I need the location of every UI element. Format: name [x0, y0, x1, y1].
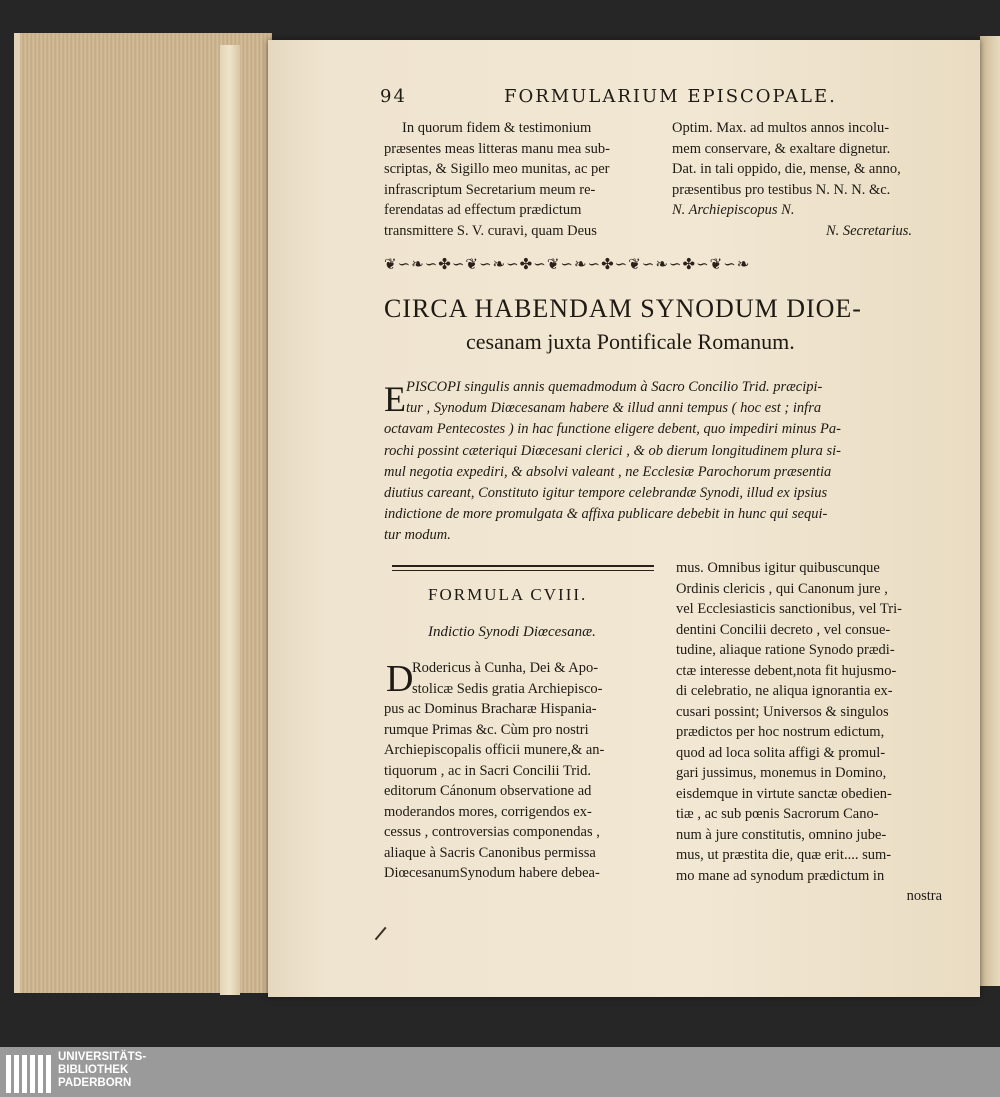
text-line: Archiepiscopalis officii munere,& an-	[384, 742, 605, 758]
text-line: gari jussimus, monemus in Domino,	[676, 765, 887, 781]
running-head-title: FORMULARIUM EPISCOPALE.	[504, 86, 837, 107]
section-title-line1: CIRCA HABENDAM SYNODUM DIOE-	[384, 294, 862, 323]
text-line: In quorum fidem & testimonium	[402, 120, 592, 136]
text-line: præsentibus pro testibus N. N. N. &c.	[672, 181, 891, 198]
text-line: Dat. in tali oppido, die, mense, & anno,	[672, 161, 901, 177]
text-line: indictione de more promulgata & affixa publicare debebit in hunc qui sequi-	[384, 506, 828, 523]
divider-rule	[392, 565, 654, 571]
text-line: di celebratio, ne aliqua ignorantia ex-	[676, 683, 893, 699]
text-line: tiquorum , ac in Sacri Concilii Trid.	[384, 762, 592, 779]
text-line: PISCOPI singulis annis quemadmodum à Sacro Concilio Trid. præcipi-	[406, 379, 823, 395]
text-line: ctæ interesse debent,nota fit hujusmo-	[676, 662, 897, 679]
text-line: transmittere S. V. curavi, quam Deus	[384, 222, 597, 239]
text-line: moderandos mores, corrigendos ex-	[384, 803, 592, 820]
logo-line: PADERBORN	[58, 1077, 132, 1089]
text-line: rumque Primas &c. Cùm pro nostri	[384, 721, 589, 738]
text-line: infrascriptum Secretarium meum re-	[384, 181, 596, 198]
text-line: prædictos per hoc nostrum edictum,	[676, 724, 885, 740]
library-footer-bar	[0, 1047, 1000, 1097]
signature-secretary: N. Secretarius.	[825, 222, 912, 239]
text-line: octavam Pentecostes ) in hac functione eligere debent, quo impediri minus Pa-	[384, 421, 841, 438]
text-line: tur , Synodum Diœcesanam habere & illud anni tempus ( hoc est ; infra	[406, 400, 822, 417]
text-line: rochi possint cæteriqui Diœcesani clerici , & ob dierum longitudinem plura si-	[384, 442, 841, 459]
text-line: mo mane ad synodum prædictum in	[676, 867, 885, 884]
body-right-column	[676, 558, 942, 907]
logo-line: BIBLIOTHEK	[58, 1064, 129, 1076]
body-left-column	[384, 658, 662, 884]
text-line: Ordinis clericis , qui Canonum jure ,	[676, 580, 888, 597]
text-line: editorum Cánonum observatione ad	[384, 783, 592, 799]
body-drop-cap: D	[386, 658, 414, 700]
text-line: quod ad loca solita affigi & promul-	[676, 744, 886, 761]
text-line: diutius careant, Constituto igitur tempore celebrandæ Synodi, illud ex ipsius	[384, 485, 828, 502]
text-line: cusari possint; Universos & singulos	[676, 703, 889, 720]
text-line: DiœcesanumSynodum habere debea-	[384, 865, 600, 881]
text-line: dentini Concilii decreto , vel consue-	[676, 621, 891, 638]
text-line: num à jure constitutis, omnino jube-	[676, 826, 887, 843]
text-line: tur modum.	[384, 527, 451, 544]
text-line: mul negotia expediri, & absolvi valeant , ne Ecclesiæ Parochorum præsentia	[384, 463, 832, 480]
facing-page-edge	[980, 36, 1000, 986]
intro-paragraph	[384, 377, 940, 547]
text-line: Rodericus à Cunha, Dei & Apo-	[412, 660, 599, 676]
text-line: tudine, aliaque ratione Synodo prædi-	[676, 642, 895, 658]
signature-archbishop: N. Archiepiscopus N.	[672, 202, 795, 218]
book-page-edges	[14, 33, 272, 993]
section-title-line2: cesanam juxta Pontificale Romanum.	[466, 329, 795, 354]
text-line: aliaque à Sacris Canonibus permissa	[384, 844, 596, 861]
top-left-column	[384, 118, 660, 241]
running-header	[380, 86, 940, 110]
library-logo-icon	[6, 1049, 52, 1093]
text-line: cessus , controversias componendas ,	[384, 824, 600, 840]
text-line: mus. Omnibus igitur quibuscunque	[676, 560, 880, 576]
intro-drop-cap: E	[384, 379, 406, 419]
text-line: mus, ut præstita die, quæ erit.... sum-	[676, 847, 892, 863]
catchword: nostra	[906, 888, 942, 904]
decorative-ornament-band: ❦∽❧∽✤∽❦∽❧∽✤∽❦∽❧∽✤∽❦∽❧∽✤∽❦∽❧	[384, 255, 751, 273]
text-line: stolicæ Sedis gratia Archiepisco-	[412, 680, 603, 697]
text-line: vel Ecclesiasticis sanctionibus, vel Tri-	[676, 601, 902, 617]
text-line: eisdemque in virtute sanctæ obedien-	[676, 785, 892, 802]
library-logo-text	[58, 1051, 146, 1090]
text-line: pus ac Dominus Bracharæ Hispania-	[384, 701, 597, 717]
text-line: scriptas, & Sigillo meo munitas, ac per	[384, 161, 610, 177]
text-line: tiæ , ac sub pœnis Sacrorum Cano-	[676, 806, 879, 822]
text-line: ferendatas ad effectum prædictum	[384, 202, 582, 218]
top-right-column	[672, 118, 942, 241]
logo-line: UNIVERSITÄTS-	[58, 1051, 147, 1063]
book-gutter	[220, 45, 240, 995]
text-line: Optim. Max. ad multos annos incolu-	[672, 120, 890, 136]
formula-heading: FORMULA CVIII.	[428, 585, 588, 604]
formula-subheading: Indictio Synodi Diœcesanæ.	[428, 624, 596, 640]
page-number: 94	[380, 86, 407, 107]
text-line: mem conservare, & exaltare dignetur.	[672, 140, 891, 157]
text-line: præsentes meas litteras manu mea sub-	[384, 140, 610, 157]
